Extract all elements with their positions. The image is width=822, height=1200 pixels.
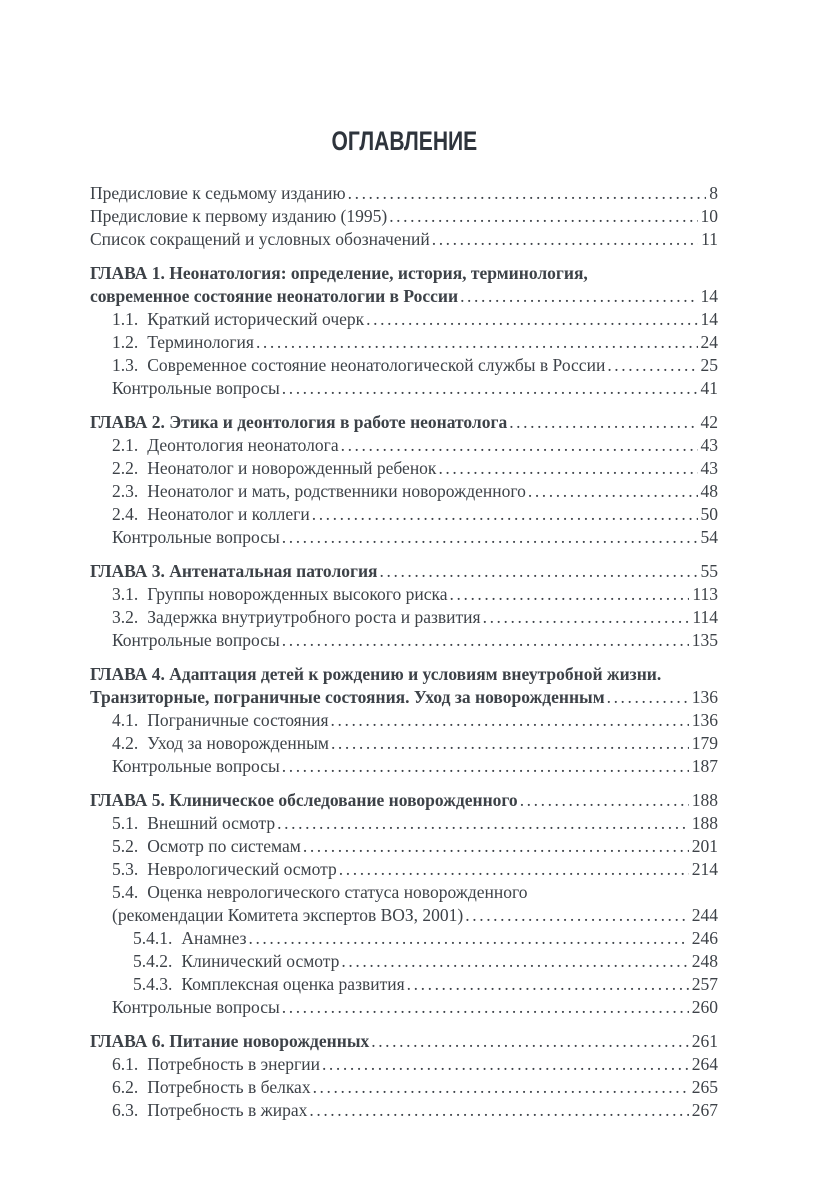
page-number: 48 bbox=[700, 481, 718, 501]
entry-number: 5.1. bbox=[112, 813, 139, 833]
dot-leader bbox=[248, 927, 688, 950]
toc bbox=[90, 182, 718, 1122]
dot-leader bbox=[256, 331, 698, 354]
page-number: 265 bbox=[691, 1077, 718, 1097]
page-number: 113 bbox=[692, 584, 718, 604]
toc-chapter-4 bbox=[90, 663, 718, 778]
toc-entry bbox=[90, 182, 718, 205]
entry-label: Транзиторные, пограничные состояния. Уход за новорожденным bbox=[90, 687, 605, 707]
toc-entry bbox=[90, 228, 718, 251]
page-title bbox=[90, 126, 718, 154]
dot-leader bbox=[331, 732, 689, 755]
entry-number: 5.2. bbox=[112, 836, 139, 856]
entry-label: Задержка внутриутробного роста и развития bbox=[147, 607, 481, 627]
page-title-text: ОГЛАВЛЕНИЕ bbox=[331, 126, 477, 156]
toc-entry bbox=[90, 606, 718, 629]
page-number: 246 bbox=[691, 928, 718, 948]
chapter-heading bbox=[90, 1030, 718, 1053]
toc-front-matter bbox=[90, 182, 718, 251]
page-number: 14 bbox=[700, 309, 718, 329]
page-number: 50 bbox=[700, 504, 718, 524]
chapter-heading bbox=[90, 285, 718, 308]
page-number: 25 bbox=[700, 355, 718, 375]
toc-chapter-5 bbox=[90, 789, 718, 1019]
dot-leader bbox=[509, 411, 697, 434]
chapter-heading bbox=[90, 789, 718, 812]
entry-label: Неонатолог и новорожденный ребенок bbox=[147, 458, 437, 478]
page-number: 264 bbox=[691, 1054, 718, 1074]
dot-leader bbox=[450, 583, 690, 606]
toc-entry bbox=[90, 835, 718, 858]
entry-number: 4.2. bbox=[112, 733, 139, 753]
toc-entry bbox=[90, 732, 718, 755]
dot-leader bbox=[313, 1076, 689, 1099]
toc-entry bbox=[90, 331, 718, 354]
page-number: 14 bbox=[700, 286, 718, 306]
page-number: 261 bbox=[691, 1031, 718, 1051]
entry-label: Потребность в жирах bbox=[147, 1100, 308, 1120]
page-number: 248 bbox=[691, 951, 718, 971]
dot-leader bbox=[520, 789, 689, 812]
entry-number: 5.4.3. bbox=[133, 974, 173, 994]
dot-leader bbox=[282, 526, 698, 549]
toc-entry bbox=[90, 812, 718, 835]
page-number: 43 bbox=[700, 458, 718, 478]
entry-number: 1.3. bbox=[112, 355, 139, 375]
toc-entry bbox=[90, 434, 718, 457]
page-number: 136 bbox=[691, 687, 718, 707]
entry-label: Неонатолог и мать, родственники новорожденного bbox=[147, 481, 526, 501]
dot-leader bbox=[322, 1053, 689, 1076]
entry-label: Клинический осмотр bbox=[181, 951, 340, 971]
entry-label: Контрольные вопросы bbox=[112, 378, 280, 398]
dot-leader bbox=[438, 457, 697, 480]
page-number: 24 bbox=[700, 332, 718, 352]
entry-number: 4.1. bbox=[112, 710, 139, 730]
entry-label: Контрольные вопросы bbox=[112, 527, 280, 547]
page-number: 201 bbox=[691, 836, 718, 856]
dot-leader bbox=[312, 503, 698, 526]
entry-label: Уход за новорожденным bbox=[147, 733, 329, 753]
entry-number: 1.2. bbox=[112, 332, 139, 352]
toc-entry bbox=[90, 308, 718, 331]
toc-entry-continuation bbox=[90, 904, 718, 927]
entry-number: 3.1. bbox=[112, 584, 139, 604]
entry-label: Предисловие к первому изданию (1995) bbox=[90, 206, 388, 226]
entry-label: (рекомендации Комитета экспертов ВОЗ, 2001) bbox=[112, 905, 464, 925]
page-number: 214 bbox=[691, 859, 718, 879]
page-number: 8 bbox=[709, 183, 718, 203]
entry-label: Контрольные вопросы bbox=[112, 630, 280, 650]
entry-label: Внешний осмотр bbox=[147, 813, 276, 833]
entry-label: Пограничные состояния bbox=[147, 710, 329, 730]
dot-leader bbox=[407, 973, 689, 996]
page-number: 42 bbox=[700, 412, 718, 432]
entry-label: Потребность в энергии bbox=[147, 1054, 320, 1074]
toc-entry bbox=[90, 950, 718, 973]
entry-label: современное состояние неонатологии в России bbox=[90, 286, 459, 306]
entry-label: Современное состояние неонатологической службы в России bbox=[147, 355, 606, 375]
page-number: 187 bbox=[691, 756, 718, 776]
toc-entry bbox=[90, 881, 718, 904]
dot-leader bbox=[303, 835, 689, 858]
entry-label: Неонатолог и коллеги bbox=[147, 504, 310, 524]
toc-entry bbox=[90, 526, 718, 549]
entry-label: Осмотр по системам bbox=[147, 836, 301, 856]
toc-entry bbox=[90, 457, 718, 480]
dot-leader bbox=[366, 308, 697, 331]
page-number: 11 bbox=[701, 229, 718, 249]
page-number: 41 bbox=[700, 378, 718, 398]
toc-entry bbox=[90, 1099, 718, 1122]
entry-number: 2.1. bbox=[112, 435, 139, 455]
dot-leader bbox=[389, 205, 697, 228]
entry-number: 3.2. bbox=[112, 607, 139, 627]
dot-leader bbox=[380, 560, 698, 583]
toc-entry bbox=[90, 205, 718, 228]
dot-leader bbox=[282, 755, 689, 778]
entry-number: 1.1. bbox=[112, 309, 139, 329]
page-number: 188 bbox=[691, 790, 718, 810]
page-number: 114 bbox=[692, 607, 718, 627]
chapter-heading bbox=[90, 560, 718, 583]
chapter-heading bbox=[90, 411, 718, 434]
entry-label: Комплексная оценка развития bbox=[181, 974, 405, 994]
page-number: 244 bbox=[691, 905, 718, 925]
page-number: 10 bbox=[700, 206, 718, 226]
entry-label: Предисловие к седьмому изданию bbox=[90, 183, 346, 203]
entry-label: ГЛАВА 1. Неонатология: определение, история, терминология, bbox=[90, 263, 588, 283]
dot-leader bbox=[339, 858, 689, 881]
dot-leader bbox=[528, 480, 698, 503]
page-number: 55 bbox=[700, 561, 718, 581]
entry-number: 2.3. bbox=[112, 481, 139, 501]
toc-entry bbox=[90, 927, 718, 950]
dot-leader bbox=[309, 1099, 688, 1122]
page-number: 135 bbox=[691, 630, 718, 650]
entry-label: Краткий исторический очерк bbox=[147, 309, 365, 329]
dot-leader bbox=[331, 709, 689, 732]
dot-leader bbox=[607, 686, 689, 709]
toc-entry bbox=[90, 1053, 718, 1076]
entry-label: Терминология bbox=[147, 332, 254, 352]
toc-entry bbox=[90, 858, 718, 881]
entry-number: 5.3. bbox=[112, 859, 139, 879]
entry-number: 5.4.1. bbox=[133, 928, 173, 948]
dot-leader bbox=[341, 950, 688, 973]
dot-leader bbox=[282, 377, 698, 400]
entry-label: Деонтология неонатолога bbox=[147, 435, 339, 455]
toc-entry bbox=[90, 973, 718, 996]
entry-label: Потребность в белках bbox=[147, 1077, 311, 1097]
chapter-heading bbox=[90, 663, 718, 686]
entry-number: 5.4.2. bbox=[133, 951, 173, 971]
entry-label: ГЛАВА 3. Антенатальная патология bbox=[90, 561, 378, 581]
entry-number: 5.4. bbox=[112, 882, 139, 902]
entry-label: Список сокращений и условных обозначений bbox=[90, 229, 430, 249]
toc-entry bbox=[90, 629, 718, 652]
entry-label: Оценка неврологического статуса новорожденного bbox=[147, 882, 528, 902]
toc-entry bbox=[90, 996, 718, 1019]
toc-chapter-2 bbox=[90, 411, 718, 549]
toc-entry bbox=[90, 709, 718, 732]
entry-label: Контрольные вопросы bbox=[112, 997, 280, 1017]
dot-leader bbox=[483, 606, 690, 629]
toc-entry bbox=[90, 583, 718, 606]
page-number: 260 bbox=[691, 997, 718, 1017]
entry-number: 6.2. bbox=[112, 1077, 139, 1097]
page-number: 179 bbox=[691, 733, 718, 753]
page-number: 267 bbox=[691, 1100, 718, 1120]
toc-entry bbox=[90, 503, 718, 526]
entry-label: ГЛАВА 2. Этика и деонтология в работе неонатолога bbox=[90, 412, 508, 432]
dot-leader bbox=[432, 228, 698, 251]
chapter-heading bbox=[90, 686, 718, 709]
page-number: 188 bbox=[691, 813, 718, 833]
entry-number: 6.3. bbox=[112, 1100, 139, 1120]
entry-label: ГЛАВА 6. Питание новорожденных bbox=[90, 1031, 370, 1051]
dot-leader bbox=[371, 1030, 689, 1053]
toc-entry bbox=[90, 755, 718, 778]
toc-entry bbox=[90, 377, 718, 400]
dot-leader bbox=[277, 812, 689, 835]
toc-chapter-3 bbox=[90, 560, 718, 652]
dot-leader bbox=[282, 629, 689, 652]
toc-entry bbox=[90, 480, 718, 503]
page-number: 136 bbox=[691, 710, 718, 730]
entry-label: Неврологический осмотр bbox=[147, 859, 337, 879]
toc-chapter-6 bbox=[90, 1030, 718, 1122]
dot-leader bbox=[607, 354, 697, 377]
toc-entry bbox=[90, 1076, 718, 1099]
dot-leader bbox=[341, 434, 698, 457]
entry-label: Группы новорожденных высокого риска bbox=[147, 584, 448, 604]
entry-number: 6.1. bbox=[112, 1054, 139, 1074]
dot-leader bbox=[465, 904, 688, 927]
dot-leader bbox=[460, 285, 697, 308]
page-number: 54 bbox=[700, 527, 718, 547]
toc-chapter-1 bbox=[90, 262, 718, 400]
dot-leader bbox=[282, 996, 689, 1019]
chapter-heading bbox=[90, 262, 718, 285]
toc-entry bbox=[90, 354, 718, 377]
entry-label: ГЛАВА 4. Адаптация детей к рождению и условиям внеутробной жизни. bbox=[90, 664, 662, 684]
entry-number: 2.2. bbox=[112, 458, 139, 478]
entry-number: 2.4. bbox=[112, 504, 139, 524]
entry-label: ГЛАВА 5. Клиническое обследование новорожденного bbox=[90, 790, 518, 810]
page-number: 257 bbox=[691, 974, 718, 994]
dot-leader bbox=[348, 182, 707, 205]
page-number: 43 bbox=[700, 435, 718, 455]
entry-label: Контрольные вопросы bbox=[112, 756, 280, 776]
entry-label: Анамнез bbox=[181, 928, 247, 948]
